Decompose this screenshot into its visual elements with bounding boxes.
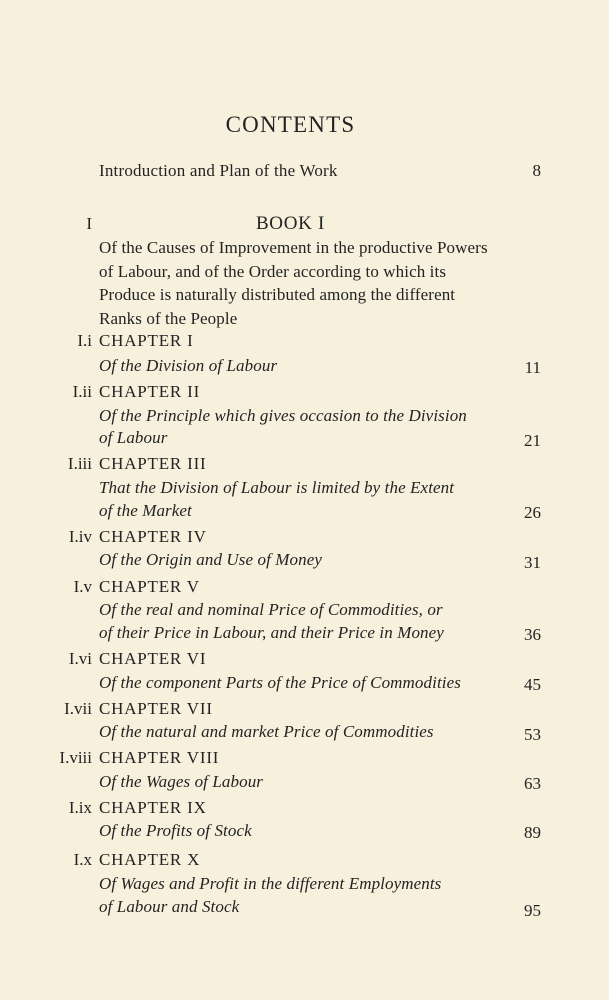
chapter-title-10-line-2: of Labour and Stock (99, 897, 240, 916)
chapter-title-9-line-1: Of the Profits of Stock (99, 821, 252, 840)
chapter-page-number-7: 53 (524, 725, 541, 744)
chapter-title-2-line-2: of Labour (99, 428, 168, 447)
chapter-label-9: I.ix (68, 798, 92, 817)
chapter-title-1-line-1: Of the Division of Labour (99, 356, 278, 375)
book-label: I (86, 214, 92, 233)
chapter-title-4-line-1: Of the Origin and Use of Money (99, 550, 323, 569)
chapter-page-number-6: 45 (524, 675, 541, 694)
chapter-label-8: I.viii (59, 748, 92, 767)
book-description: Of the Causes of Improvement in the productive Powers of Labour, and of the Order according to which its Produce is naturally distributed among the different Ranks of the People (99, 238, 488, 328)
chapter-page-number-2: 21 (524, 431, 541, 450)
chapter-heading-5: CHAPTER V (99, 577, 200, 596)
chapter-label-10: I.x (73, 850, 92, 869)
chapter-page-number-4: 31 (524, 553, 541, 572)
chapter-heading-6: CHAPTER VI (99, 649, 207, 668)
book-title: BOOK I (255, 213, 326, 234)
chapter-page-number-3: 26 (524, 503, 541, 522)
chapter-title-10-line-1: Of Wages and Profit in the different Employments (99, 874, 442, 893)
chapter-label-4: I.iv (68, 527, 92, 546)
chapter-heading-8: CHAPTER VIII (99, 748, 220, 767)
introduction-entry: Introduction and Plan of the Work (99, 161, 338, 180)
chapter-heading-4: CHAPTER IV (99, 527, 207, 546)
chapter-label-5: I.v (73, 577, 92, 596)
chapter-page-number-8: 63 (524, 774, 541, 793)
chapter-heading-2: CHAPTER II (99, 382, 201, 401)
chapter-heading-1: CHAPTER I (99, 331, 194, 350)
chapter-title-2-line-1: Of the Principle which gives occasion to the Division (99, 406, 467, 425)
chapter-label-3: I.iii (67, 454, 92, 473)
chapter-label-2: I.ii (72, 382, 92, 401)
chapter-title-7-line-1: Of the natural and market Price of Commodities (99, 722, 434, 741)
chapter-title-3-line-1: That the Division of Labour is limited by the Extent (99, 478, 455, 497)
chapter-page-number-5: 36 (524, 625, 541, 644)
chapter-page-number-9: 89 (524, 823, 541, 842)
chapter-title-5-line-2: of their Price in Labour, and their Price in Money (99, 623, 444, 642)
chapter-heading-9: CHAPTER IX (99, 798, 207, 817)
chapter-title-8-line-1: Of the Wages of Labour (99, 772, 264, 791)
chapter-label-7: I.vii (64, 699, 92, 718)
chapter-label-1: I.i (77, 331, 92, 350)
chapter-heading-10: CHAPTER X (99, 850, 201, 869)
introduction-page-number: 8 (532, 161, 541, 180)
contents-title: CONTENTS (225, 112, 356, 137)
chapter-heading-7: CHAPTER VII (99, 699, 213, 718)
chapter-heading-3: CHAPTER III (99, 454, 207, 473)
chapter-title-6-line-1: Of the component Parts of the Price of Commodities (99, 673, 461, 692)
chapter-title-3-line-2: of the Market (99, 501, 192, 520)
chapter-title-5-line-1: Of the real and nominal Price of Commodities, or (99, 600, 443, 619)
chapter-page-number-10: 95 (524, 901, 541, 920)
chapter-label-6: I.vi (68, 649, 92, 668)
chapter-page-number-1: 11 (524, 358, 541, 377)
